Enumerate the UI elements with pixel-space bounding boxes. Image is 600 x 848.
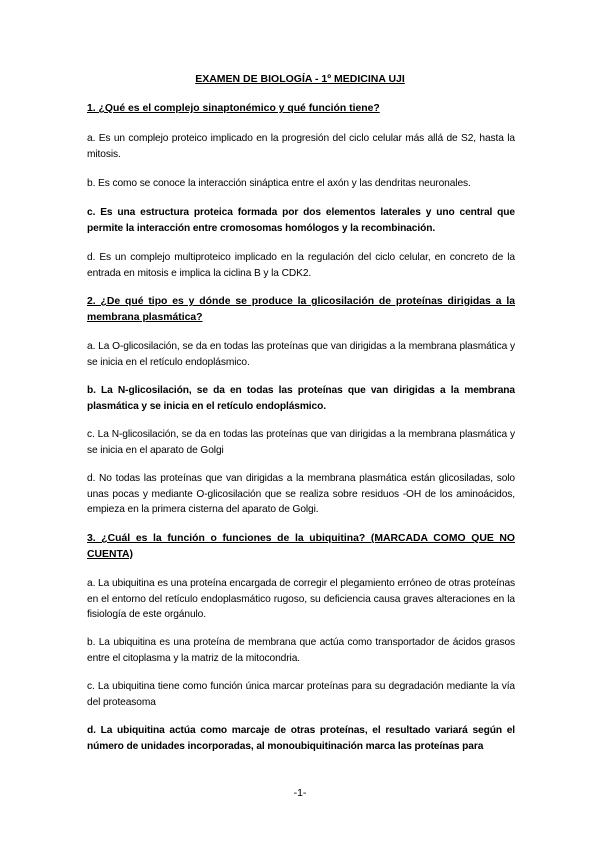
question-3-option-b: b. La ubiquitina es una proteína de membrana que actúa como transportador de ácidos grasos entre el citoplasma y la matriz de la mitocondria. (87, 637, 515, 664)
question-1-option-b: b. Es como se conoce la interacción sináptica entre el axón y las dendritas neuronales. (87, 178, 471, 189)
exam-title: EXAMEN DE BIOLOGÍA - 1º MEDICINA UJI (195, 73, 405, 85)
question-2-option-c: c. La N-glicosilación, se da en todas las proteínas que van dirigidas a la membrana plasmática y se inicia en el aparato de Golgi (87, 429, 515, 456)
question-2-option-a: a. La O-glicosilación, se da en todas las proteínas que van dirigidas a la membrana plasmática y se inicia en el retículo endoplásmico. (87, 341, 515, 368)
question-3-option-d: d. La ubiquitina actúa como marcaje de otras proteínas, el resultado variará según el número de unidades incorporadas, al monoubiquitinación marca las proteínas para (87, 725, 515, 752)
question-1-option-a: a. Es un complejo proteico implicado en la progresión del ciclo celular más allá de S2, hasta la mitosis. (87, 133, 515, 160)
question-2-option-b: b. La N-glicosilación, se da en todas las proteínas que van dirigidas a la membrana plasmática y se inicia en el retículo endoplásmico. (87, 385, 515, 412)
question-3-option-a: a. La ubiquitina es una proteína encargada de corregir el plegamiento erróneo de otras proteínas en el entorno del retículo endoplasmático rugoso, su deficiencia causa graves alteraciones en la fisiología de este orgánulo. (87, 578, 515, 620)
question-1-option-c: c. Es una estructura proteica formada por dos elementos laterales y uno central que permite la interacción entre cromosomas homólogos y la recombinación. (87, 207, 515, 234)
question-2-option-d: d. No todas las proteínas que van dirigidas a la membrana plasmática están glicosiladas, solo unas pocas y mediante O-glicosilación que se realiza sobre residuos -OH de los aminoácidos, empieza en la primera cisterna del aparato de Golgi. (87, 473, 515, 515)
question-1: 1. ¿Qué es el complejo sinaptonémico y qué función tiene? (87, 103, 380, 114)
question-2: 2. ¿De qué tipo es y dónde se produce la glicosilación de proteínas dirigidas a la membrana plasmática? (87, 296, 515, 323)
question-1-option-d: d. Es un complejo multiproteico implicado en la regulación del ciclo celular, en concreto de la entrada en mitosis e implica la ciclina B y la CDK2. (87, 252, 515, 279)
page-number: -1- (293, 787, 307, 799)
question-3-option-c: c. La ubiquitina tiene como función única marcar proteínas para su degradación mediante la vía del proteasoma (87, 681, 515, 708)
question-3: 3. ¿Cuál es la función o funciones de la ubiquitina? (MARCADA COMO QUE NO CUENTA) (87, 533, 515, 560)
